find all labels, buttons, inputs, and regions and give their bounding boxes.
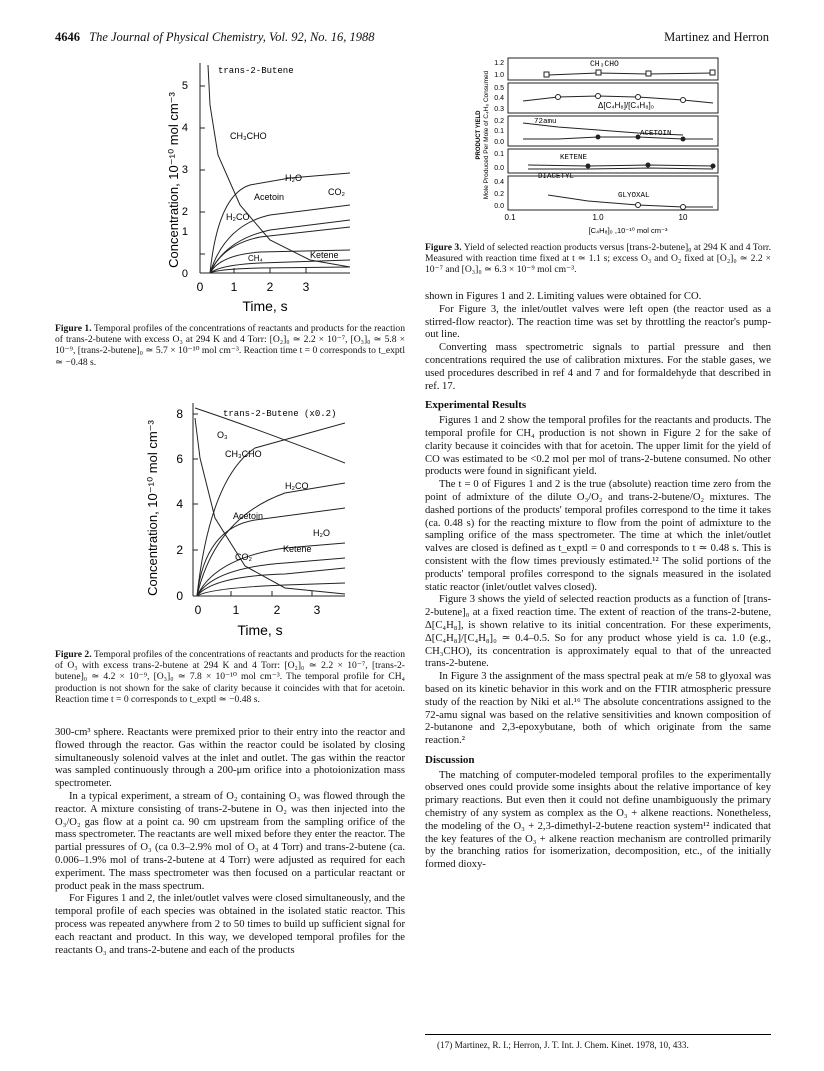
fig2-xtick: 2 [273,603,281,617]
figure-1-caption [55,323,405,368]
paragraph: shown in Figures 1 and 2. Limiting values were obtained for CO. [425,291,702,302]
figure-1-plot [150,55,350,325]
paragraph: Converting mass spectrometric signals to partial pressure and then concentrations required the use of calibration mixtures. For the stable gases, we used procedures described in ref 4 and 7 and for formaldehyde that described in ref. 17. [425,342,771,392]
fig1-ytick: 0 [181,268,188,280]
fig1-ytick: 2 [181,206,188,218]
fig2-curve-label: H₂O [313,528,330,538]
paragraph: In Figure 3 the assignment of the mass spectral peak at m/e 58 to glyoxal was based on its kinetic behavior in this work and on the FTIR atmospheric pressure study of the reaction by Niki et al.¹⁶ The absolute concentrations assigned to the 72-amu signal was based on the relative sensitivities and known composition of 2-butanone and 2,3-epoxybutane, both of which originate from the same reaction.² [425,671,771,747]
fig2-curve-label: CH₃CHO [225,449,262,459]
fig1-ytick: 4 [181,122,188,134]
fig2-ylabel: Concentration, 10⁻¹⁰ mol cm⁻³ [145,420,160,596]
running-header [55,30,769,45]
fig2-curve-label: trans-2-Butene (x0.2) [223,409,337,419]
fig2-ytick: 0 [176,589,183,603]
fig3-tick: 0.1 [494,151,504,158]
figure-3-plot [468,55,728,240]
fig2-ytick: 6 [176,452,183,466]
paragraph: Figure 3 shows the yield of selected reaction products as a function of [trans-2-butene]₀ at a fixed reaction time. The extent of reaction of the trans-2-butene, Δ[C₄H₈], is shown relative to its initial concentration. For these experiments, Δ[C₄H₈]/[C₄H₈]₀ ≃ 0.4–0.5. So for any product whose yield is ca. 1.0 (e.g., CH₃CHO), its concentration is approximately equal to that of the unreacted trans-2-butene. [425,594,771,670]
fig3-tick: 1.2 [494,60,504,67]
fig3-tick: 0.0 [494,203,504,210]
paragraph: Figures 1 and 2 show the temporal profiles for the reactants and products. The temporal profile for CH₄ production is not shown in Figure 2 for the sake of clarity because it coincides with that for acetoin. The upper limit for the yield of CO was estimated to be <0.2 mol per mol of trans-2-butene consumed. No other products were found in significant yield. [425,415,771,478]
fig3-ylabel2: PRODUCT YIELD [476,110,482,160]
fig3-tick: 1.0 [494,72,504,79]
fig2-xtick: 3 [313,603,321,617]
fig1-ytick: 3 [181,164,188,176]
fig3-xtick: 10 [678,213,688,222]
fig2-xlabel: Time, s [237,622,283,638]
paragraph: In a typical experiment, a stream of O₂ containing O₃ was flowed through the reactor. A mixture consisting of trans-2-butene in O₂ was then injected into the O₃/O₂ gas flow at a point ca. 90 cm upstream from the sampling orifice of the mass spectrometer. The reactants are well mixed before they enter the reactor. The partial pressures of O₃ (ca 0.3–2.9% mol of O₃ at 4 Torr) and trans-2-butene (ca. 0.006–1.9% mol of trans-2-butene at 4 Torr) were adjusted as required for each experiment. The mass spectrometer was then focused on a particular reactant or product peak in the mass spectrum. [55,790,405,892]
left-column-text [55,727,405,957]
fig1-xtick: 2 [266,280,274,294]
fig3-tick: 0.0 [494,139,504,146]
fig3-panel-label: Δ[C₄H₈]/[C₄H₈]₀ [598,101,655,110]
figure-2-caption-text: Temporal profiles of the concentrations of reactants and products for the reaction of O₃ with excess trans-2-butene at 294 K and 4 Torr: [O₂]₀ ≃ 2.2 × 10⁻⁷, [trans-2-butene]₀ ≃ 4.2 × 10⁻⁹, [O₃]₀ ≃ 7.8 × 10⁻¹⁰ mol cm⁻³. The temporal profile for CH₄ production is not shown for the sake of clarity because it coincides with that for acetoin. Reaction time t = 0 corresponds to t_exptl ≃ −0.48 s. [55,649,405,705]
fig1-curve-label: CH₄ [248,254,263,263]
fig3-xtick: 0.1 [504,213,516,222]
fig2-ytick: 8 [176,407,183,421]
journal-name: The Journal of Physical Chemistry, Vol. 92, No. 16, 1988 [89,30,375,44]
fig1-curve-label: CO₂ [328,187,345,197]
fig1-curve-label: H₂O [285,173,302,183]
fig2-xtick: 0 [194,603,202,617]
paragraph: The t = 0 of Figures 1 and 2 is the true (absolute) reaction time zero from the point of admixture of the dilute O₃/O₂ and trans-2-butene/O₂ mixtures. The dashed portions of the products' temporal profiles correspond to the time it takes (ca. 0.48 s) for the reacting mixture to flow from the point of admixture to the sampling orifice of the mass spectrometer. The time at which the inlet/outlet valves are closed is defined as t_exptl = 0 and corresponds to t ≃ 0.48 s. This is consistent with the flow times previously estimated.¹² The solid portions of the products' temporal profiles correspond to the signals measured in the isolated static reactor (inlet/outlet valves closed). [425,479,771,593]
fig1-curve-label: Acetoin [254,192,285,202]
fig3-panel-label: CH₃CHO [590,60,619,69]
fig3-panel-label: GLYOXAL [618,192,650,200]
fig2-curve-label: Ketene [283,544,312,554]
footnote-17: (17) Martinez, R. I.; Herron, J. T. Int. J. Chem. Kinet. 1978, 10, 433. [425,1034,771,1050]
figure-3-caption-label: Figure 3. [425,242,462,253]
fig3-xlabel: [C₄H₈]₀ ,10⁻¹⁰ mol cm⁻³ [588,226,668,235]
fig2-curve-label: Acetoin [233,511,264,521]
fig3-panel-label: 72amu [534,118,557,126]
fig1-ytick: 5 [181,80,188,92]
fig2-curve-label: CO₂ [235,552,252,562]
paragraph: For Figure 3, the inlet/outlet valves were left open (the reactor used as a stirred-flow reactor). The reaction time was set by throttling the reactor's pump-out line. [425,303,771,341]
page-number: 4646 [55,30,80,44]
fig1-xtick: 0 [196,280,204,294]
fig1-xtick: 3 [302,280,310,294]
fig3-panel-label: KETENE [560,154,588,162]
section-heading-discussion: Discussion [425,753,475,766]
section-heading-results: Experimental Results [425,399,527,412]
figure-3-caption [425,242,771,276]
fig2-ytick: 4 [176,497,183,511]
fig1-curve-label: Ketene [310,250,339,260]
fig1-xtick: 1 [230,280,238,294]
fig3-tick: 0.5 [494,85,504,92]
fig3-xtick: 1.0 [592,213,604,222]
fig3-tick: 0.3 [494,106,504,113]
fig2-xtick: 1 [232,603,240,617]
fig1-ylabel: Concentration, 10⁻¹⁰ mol cm⁻³ [166,92,181,268]
fig2-curve-label: O₃ [217,430,228,440]
figure-3-caption-text: Yield of selected reaction products versus [trans-2-butene]₀ at 294 K and 4 Torr. Measured with reaction time fixed at t ≃ 1.1 s; excess O₃ and O₂ fixed at [O₂]₀ ≃ 2.2 × 10⁻⁷ and [O₃]₀ ≃ 6.3 × 10⁻⁹ mol cm⁻³. [425,242,771,276]
fig3-panel-label: DIACETYL [538,173,575,181]
fig3-tick: 0.4 [494,95,504,102]
fig3-tick: 0.4 [494,179,504,186]
paragraph: The matching of computer-modeled temporal profiles to the experimentally observed ones could provide some insights about the relative importance of key primary reactions. But even then it could not define unambiguously the primary chemistry of any system as complex as the O₃ + alkene reactions. Nonetheless, the modeling of the O₃ + 2,3-dimethyl-2-butene reaction system¹² indicated that the key features of the O₃ + alkene reaction mechanism are controlled primarily by the branching ratios for isomerization, decomposition, etc., of the initially formed dioxy- [425,769,771,871]
fig3-tick: 0.2 [494,118,504,125]
paragraph: For Figures 1 and 2, the inlet/outlet valves were closed simultaneously, and the temporal profile of each species was obtained in the isolated static reactor. This process was repeated anywhere from 2 to 50 times to build up sufficient signal for each reactant and product. In this way, we developed temporal profiles for the reactants O₃ and trans-2-butene and each of the products [55,893,405,956]
fig3-ylabel: Mole Produced Per Mole of C₄H₈ Consumed [483,70,490,200]
fig1-ytick: 1 [181,226,188,238]
fig3-tick: 0.2 [494,191,504,198]
fig1-curve-label: CH₃CHO [230,131,267,141]
figure-2-caption [55,649,405,705]
fig3-tick: 0.0 [494,165,504,172]
figure-1-caption-text: Temporal profiles of the concentrations of reactants and products for the reaction of trans-2-butene with excess O₃ at 294 K and 4 Torr: [O₂]₀ ≃ 2.2 × 10⁻⁷, [O₃]₀ ≃ 5.8 × 10⁻⁹, [trans-2-butene]₀ ≃ 5.7 × 10⁻¹⁰ mol cm⁻³. Reaction time t = 0 corresponds to t_exptl ≃ −0.48 s. [55,323,405,368]
paragraph: 300-cm³ sphere. Reactants were premixed prior to their entry into the reactor and flowed through the reactor. Gas within the reactor could be isolated by closing simultaneously solenoid valves at the inlet and outlet. The gas within the reactor was sampled continuously through a 200-μm orifice into a photoionization mass spectrometer. [55,727,405,790]
right-column-text [425,291,771,872]
fig1-curve-label: H₂CO [226,212,250,222]
fig3-tick: 0.1 [494,128,504,135]
author-names: Martinez and Herron [664,30,769,44]
figure-2-caption-label: Figure 2. [55,649,92,660]
fig3-panel-label: ACETOIN [640,130,672,138]
figure-1-caption-label: Figure 1. [55,323,92,334]
figure-2-plot [135,398,345,646]
fig2-ytick: 2 [176,543,183,557]
fig2-curve-label: H₂CO [285,481,309,491]
fig1-xlabel: Time, s [242,298,288,314]
fig1-curve-label: trans-2-Butene [218,66,294,76]
